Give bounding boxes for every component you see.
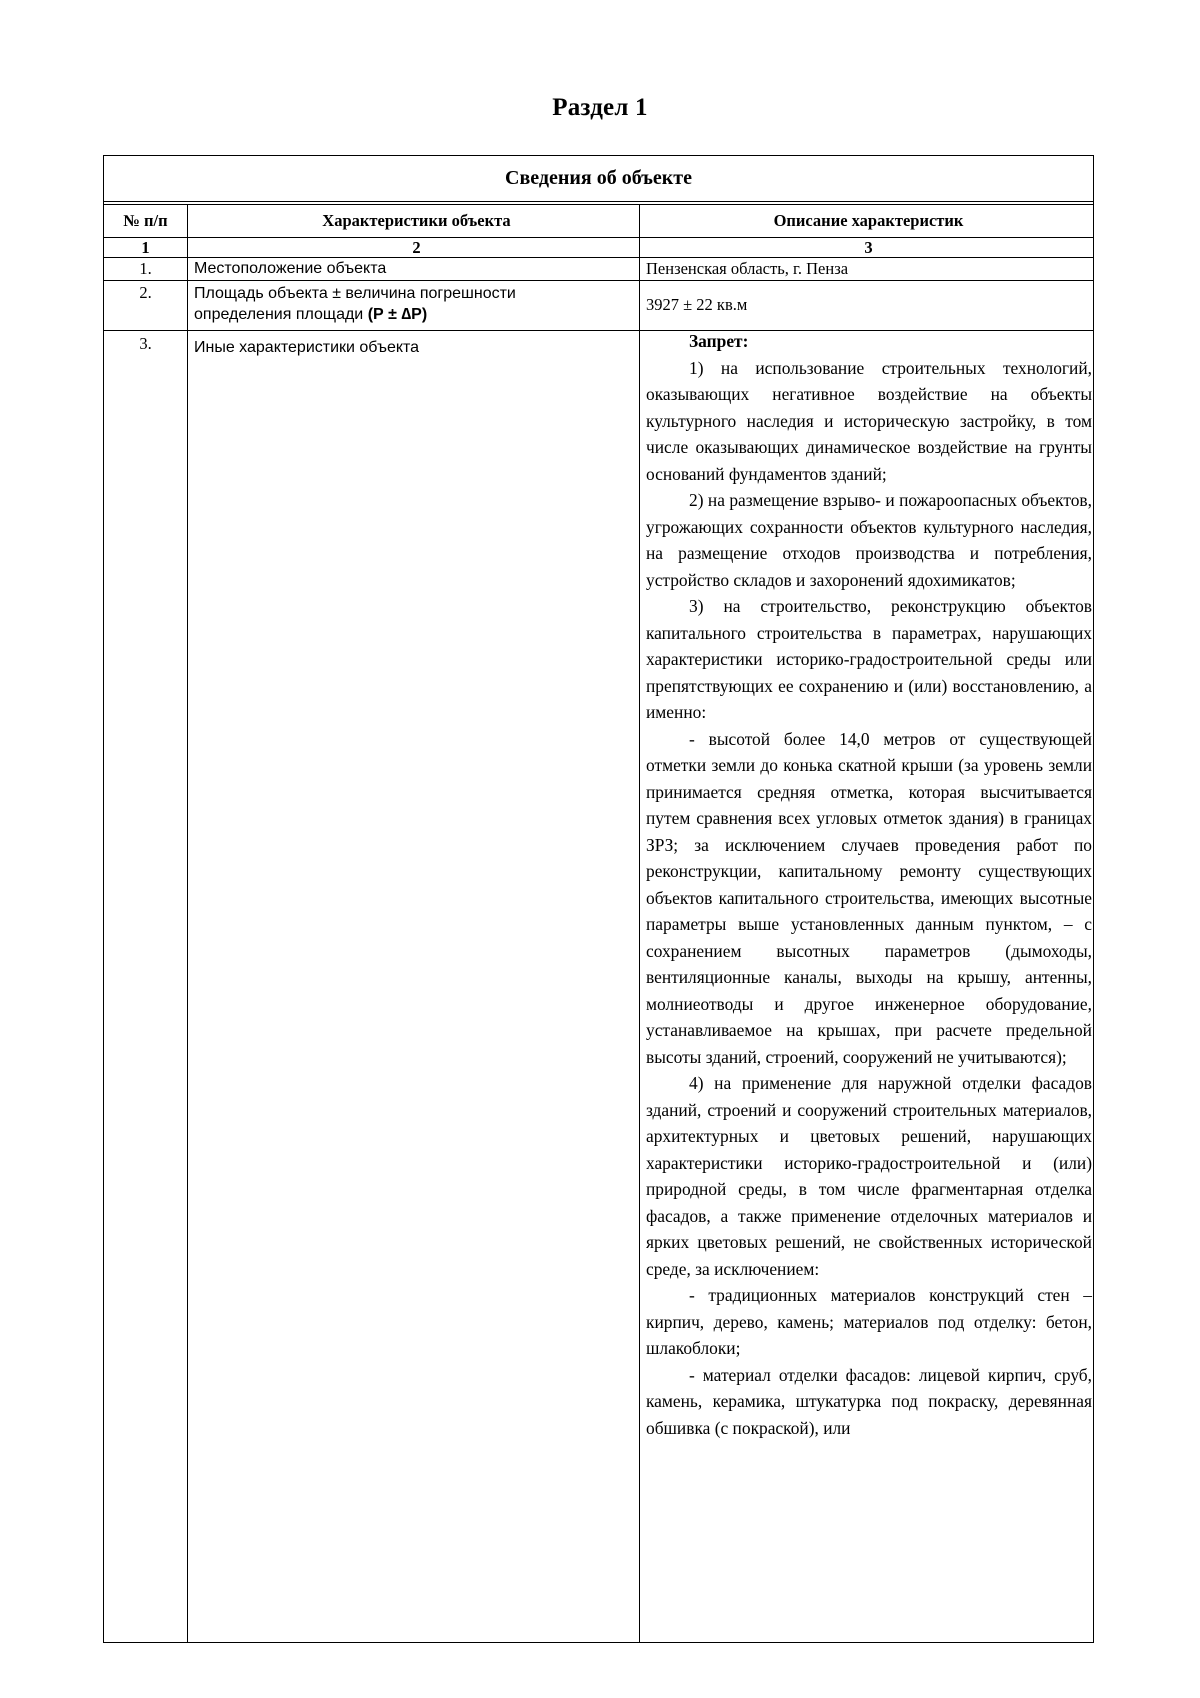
area-formula: (Р ± ∆Р) bbox=[367, 306, 428, 323]
description-paragraph: 1) на использование строительных технологий, оказывающих негативное воздействие на объекты культурного наследия и историческую застройку, в том числе оказывающих динамическое воздействие на грунты оснований фундаментов зданий; bbox=[646, 357, 1092, 484]
row-2-characteristic bbox=[194, 283, 639, 325]
column-number-2: 2 bbox=[412, 238, 421, 257]
row-3-characteristic: Иные характеристики объекта bbox=[194, 339, 420, 356]
description-paragraph: 3) на строительство, реконструкцию объектов капитального строительства в параметрах, нарушающих характеристики историко-градостроительной среды или препятствующих ее сохранению и (или) восстановлению, а именно: bbox=[646, 596, 1092, 722]
header-description: Описание характеристик bbox=[773, 211, 964, 230]
description-paragraph: - высотой более 14,0 метров от существующей отметки земли до конька скатной крыши (за уровень земли принимается средняя отметка, которая высчитывается путем сравнения всех угловых отметок здания) в границах ЗРЗ; за исключением случаев проведения работ по реконструкции, капитальному ремонту существующих объектов капитального строительства, имеющих высотные параметры выше установленных данным пунктом, – с сохранением высотных параметров (дымоходы, вентиляционные каналы, выходы на крышу, антенны, молниеотводы и другое инженерное оборудование, устанавливаемое на крышах, при расчете предельной высоты зданий, строений, сооружений не учитываются); bbox=[646, 728, 1092, 1067]
table-grid bbox=[104, 204, 1093, 1642]
row-3-number: 3. bbox=[139, 334, 152, 353]
column-divider bbox=[639, 205, 640, 1642]
table-title: Сведения об объекте bbox=[104, 156, 1093, 202]
header-characteristic: Характеристики объекта bbox=[322, 211, 511, 230]
row-3-description bbox=[646, 328, 1092, 1441]
row-1-value: Пензенская область, г. Пенза bbox=[646, 259, 849, 278]
section-heading: Раздел 1 bbox=[552, 94, 648, 121]
column-number-1: 1 bbox=[141, 238, 150, 257]
row-1-characteristic: Местоположение объекта bbox=[194, 260, 387, 277]
description-heading: Запрет: bbox=[689, 331, 749, 351]
column-number-3: 3 bbox=[864, 238, 873, 257]
description-paragraph: - материал отделки фасадов: лицевой кирпич, сруб, камень, керамика, штукатурка под покраску, деревянная обшивка (с покраской), или bbox=[646, 1364, 1092, 1438]
description-paragraph: 2) на размещение взрыво- и пожароопасных объектов, угрожающих сохранности объектов культурного наследия, на размещение отходов производства и потребления, устройство складов и захоронений ядохимикатов; bbox=[646, 490, 1092, 590]
row-2-characteristic-line2: определения площади (Р ± ∆Р) bbox=[194, 306, 428, 323]
column-divider bbox=[187, 205, 188, 1642]
row-2-value: 3927 ± 22 кв.м bbox=[646, 295, 748, 314]
row-1-number: 1. bbox=[139, 259, 152, 278]
row-2-number: 2. bbox=[139, 283, 152, 302]
header-number: № п/п bbox=[123, 211, 168, 230]
description-paragraph: - традиционных материалов конструкций стен – кирпич, дерево, камень; материалов под отделку: бетон, шлакоблоки; bbox=[646, 1285, 1092, 1358]
object-info-table bbox=[103, 155, 1094, 1643]
row-2-characteristic-line1: Площадь объекта ± величина погрешности bbox=[194, 285, 516, 302]
row-divider bbox=[104, 280, 1093, 281]
description-paragraph: 4) на применение для наружной отделки фасадов зданий, строений и сооружений строительных материалов, архитектурных и цветовых решений, нарушающих характеристики историко-градостроительной и (или) природной среды, в том числе фрагментарная отделка фасадов, а также применение отделочных материалов и ярких цветовых решений, не свойственных исторической среде, за исключением: bbox=[646, 1073, 1092, 1279]
